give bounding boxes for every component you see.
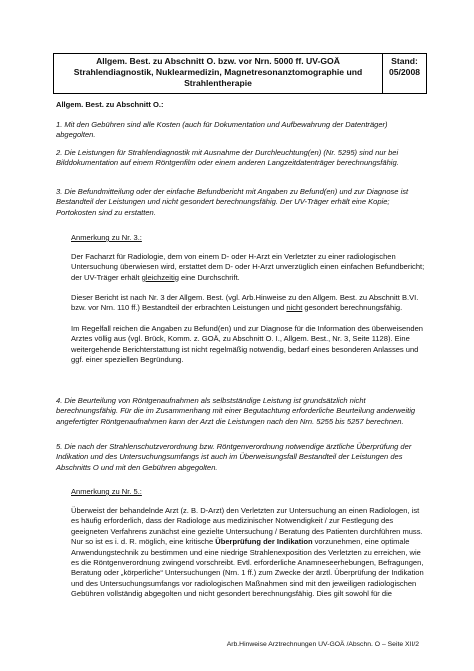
anm3-b-post: gesondert berechnungsfähig. <box>302 303 403 313</box>
anm3-b-pre: Dieser Bericht ist nach Nr. 3 der Allgem. Best. (vgl. Arb.Hinweise zu den Allgem. Best. zu Abschnitt B.VI. bzw. vor Nrn. 110 ff.) Bestandteil der erbrachten Leistungen und <box>71 293 419 313</box>
anm3-b-underlined: nicht <box>286 303 303 313</box>
anm5-a-pre: Überweist der behandelnde Arzt (z. B. D-Arzt) den Verletzten zur Untersuchung an einen Radiologen, ist es häufig erforderlich, dass der Radiologe aus medizinischer Notwendigkeit / zur Festlegung des geeigneten Verfahrens zunächst eine gezielte Untersuchung / Beratung des Patienten durchführen muss. Nur so ist es i. d. R. möglich, eine kritische <box>71 506 423 547</box>
header-title <box>54 54 383 93</box>
anmerkung-3-para-a <box>71 252 426 283</box>
anm3-a-pre: Der Facharzt für Radiologie, dem von einem D- oder H-Arzt ein Verletzter zu einer radiologischen Untersuchung überwiesen wird, erstattet dem D- oder H-Arzt unverzüglich einen einfachen Befundbericht; der UV-Träger erhält <box>71 252 425 282</box>
anmerkung-5-title: Anmerkung zu Nr. 5.: <box>71 487 142 496</box>
paragraph-5: 5. Die nach der Strahlenschutzverordnung bzw. Röntgenverordnung notwendige ärztliche Überprüfung der Indikation und des Untersuchungsumfangs ist auch im Überweisungsfall Bestandteil der Leistungen des Abschnitts O und mit den Gebühren abgegolten. <box>56 442 412 472</box>
paragraph-3: 3. Die Befundmitteilung oder der einfache Befundbericht mit Angaben zu Befund(en) und zur Diagnose ist Bestandteil der Leistungen und nicht gesondert berechnungsfähig. Der UV-Träger erhält eine Kopie; Portokosten sind zu erstatten. <box>56 187 409 217</box>
header-stand <box>383 54 426 93</box>
paragraph-2: 2. Die Leistungen für Strahlendiagnostik mit Ausnahme der Durchleuchtung(en) (Nr. 5295) sind nur bei Bilddokumentation auf einem Röntgenfilm oder einem anderen Langzeitdatenträger berechnungsfähig. <box>56 148 399 168</box>
stand-label: Stand: <box>391 56 418 66</box>
page-footer: Arb.Hinweise Arztrechnungen UV-GOÄ /Abschn. O – Seite XII/2 <box>226 641 419 648</box>
header-box <box>53 53 427 94</box>
anmerkung-3-para-b <box>71 293 426 314</box>
anmerkung-3-title: Anmerkung zu Nr. 3.: <box>71 233 142 242</box>
anmerkung-5-para <box>71 506 426 600</box>
paragraph-4: 4. Die Beurteilung von Röntgenaufnahmen als selbstständige Leistung ist grundsätzlich nicht berechnungsfähig. Für die im Zusammenhang mit einer Begutachtung erforderliche Beurteilung anderweitig angefertigter Röntgenaufnahmen kann der Arzt die Leistungen nach den Nrn. 5255 bis 5257 berechnen. <box>56 396 416 426</box>
anm5-a-post: vorzunehmen, eine optimale Anwendungstechnik zu bestimmen und eine niedrige Strahlenexposition des Verletzten zu erreichen, wie es die Röntgenverordnung zwingend vorschreibt. Evtl. erforderliche Anamneseerhebungen, Befragungen, Beratung oder „körperliche“ Untersuchungen (Nrn. 1 ff.) zum Zwecke der ärztl. Überprüfung der Indikation und des Untersuchungsumfangs vor radiologischen Maßnahmen sind mit den jeweiligen radiologischen Gebühren vollständig abgegolten und nicht gesondert berechnungsfähig. Dies gilt sowohl für die <box>71 537 424 599</box>
header-title-line3: Strahlentherapie <box>184 78 252 89</box>
stand-value: 05/2008 <box>388 67 421 78</box>
anm3-a-post: eine Durchschrift. <box>178 272 240 282</box>
anm5-a-bold: Überprüfung der Indikation <box>215 537 313 547</box>
anm3-a-underlined: gleichzeitig <box>141 272 179 282</box>
section-heading: Allgem. Best. zu Abschnitt O.: <box>56 100 164 109</box>
paragraph-1: 1. Mit den Gebühren sind alle Kosten (auch für Dokumentation und Aufbewahrung der Datenträger) abgegolten. <box>56 120 388 140</box>
header-title-line2: Strahlendiagnostik, Nuklearmedizin, Magnetresonanztomographie und <box>73 67 363 78</box>
anmerkung-3-para-c: Im Regelfall reichen die Angaben zu Befund(en) und zur Diagnose für die Information des überweisenden Arztes völlig aus (vgl. Brück, Komm. z. GOÄ, zu Abschnitt O. I., Allgem. Best., Nr. 3, Seite 1128). Eine weitergehende Berichterstattung ist nicht regelmäßig notwendig, bedarf eines besonderen Anlasses und ggf. einer speziellen Begründung. <box>71 324 423 365</box>
header-title-line1: Allgem. Best. zu Abschnitt O. bzw. vor Nrn. 5000 ff. UV-GOÄ <box>96 56 340 66</box>
